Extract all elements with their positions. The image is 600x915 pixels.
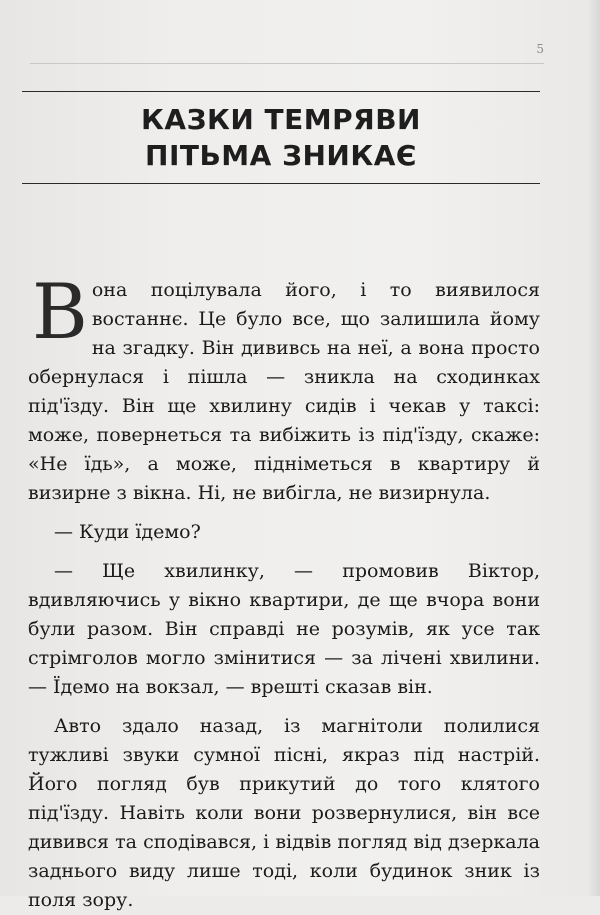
page-number: 5 xyxy=(536,42,544,56)
chapter-title-line-1: КАЗКИ ТЕМРЯВИ xyxy=(141,103,421,136)
body-text xyxy=(28,267,540,915)
paragraph-2: — Куди їдемо? xyxy=(54,521,201,543)
chapter-title-block xyxy=(22,91,540,184)
page-edge-shadow xyxy=(588,0,600,896)
paragraph-1-text: она поцілувала його, і то виявилося востаннє. Це було все, що залишила йому на згадку. Він дививсь на неї, а вона просто обернулася і пішла — зникла на сходинках під'їзду. Він ще хвилину сидів і чекав у таксі: може, повернеться та вибіжить із під'їзду, скаже: «Не їдь», а може, підніметься в квартиру й визирне з вікна. Ні, не вибігла, не визирнула. xyxy=(28,279,540,504)
paragraph-4: Авто здало назад, із магнітоли полилися тужливі звуки сумної пісні, якраз під настрій. Його погляд був прикутий до того клятого під'їзду. Навіть коли вони розвернулися, він все дивився та сподівався, і відвів погляд від дзеркала заднього виду лише тоді, коли будинок зник із поля зору. xyxy=(28,715,540,911)
chapter-title-line-2: ПІТЬМА ЗНИКАЄ xyxy=(145,139,417,172)
paragraph-1 xyxy=(28,267,540,508)
drop-cap: В xyxy=(32,267,88,356)
paragraph-3: — Ще хвилинку, — промовив Віктор, вдивляючись у вікно квартири, де ще вчора вони були разом. Він справді не розумів, як усе так стрімголов могло змінитися — за лічені хвилини. — Їдемо на вокзал, — врешті сказав він. xyxy=(28,560,540,698)
running-head xyxy=(30,36,544,64)
